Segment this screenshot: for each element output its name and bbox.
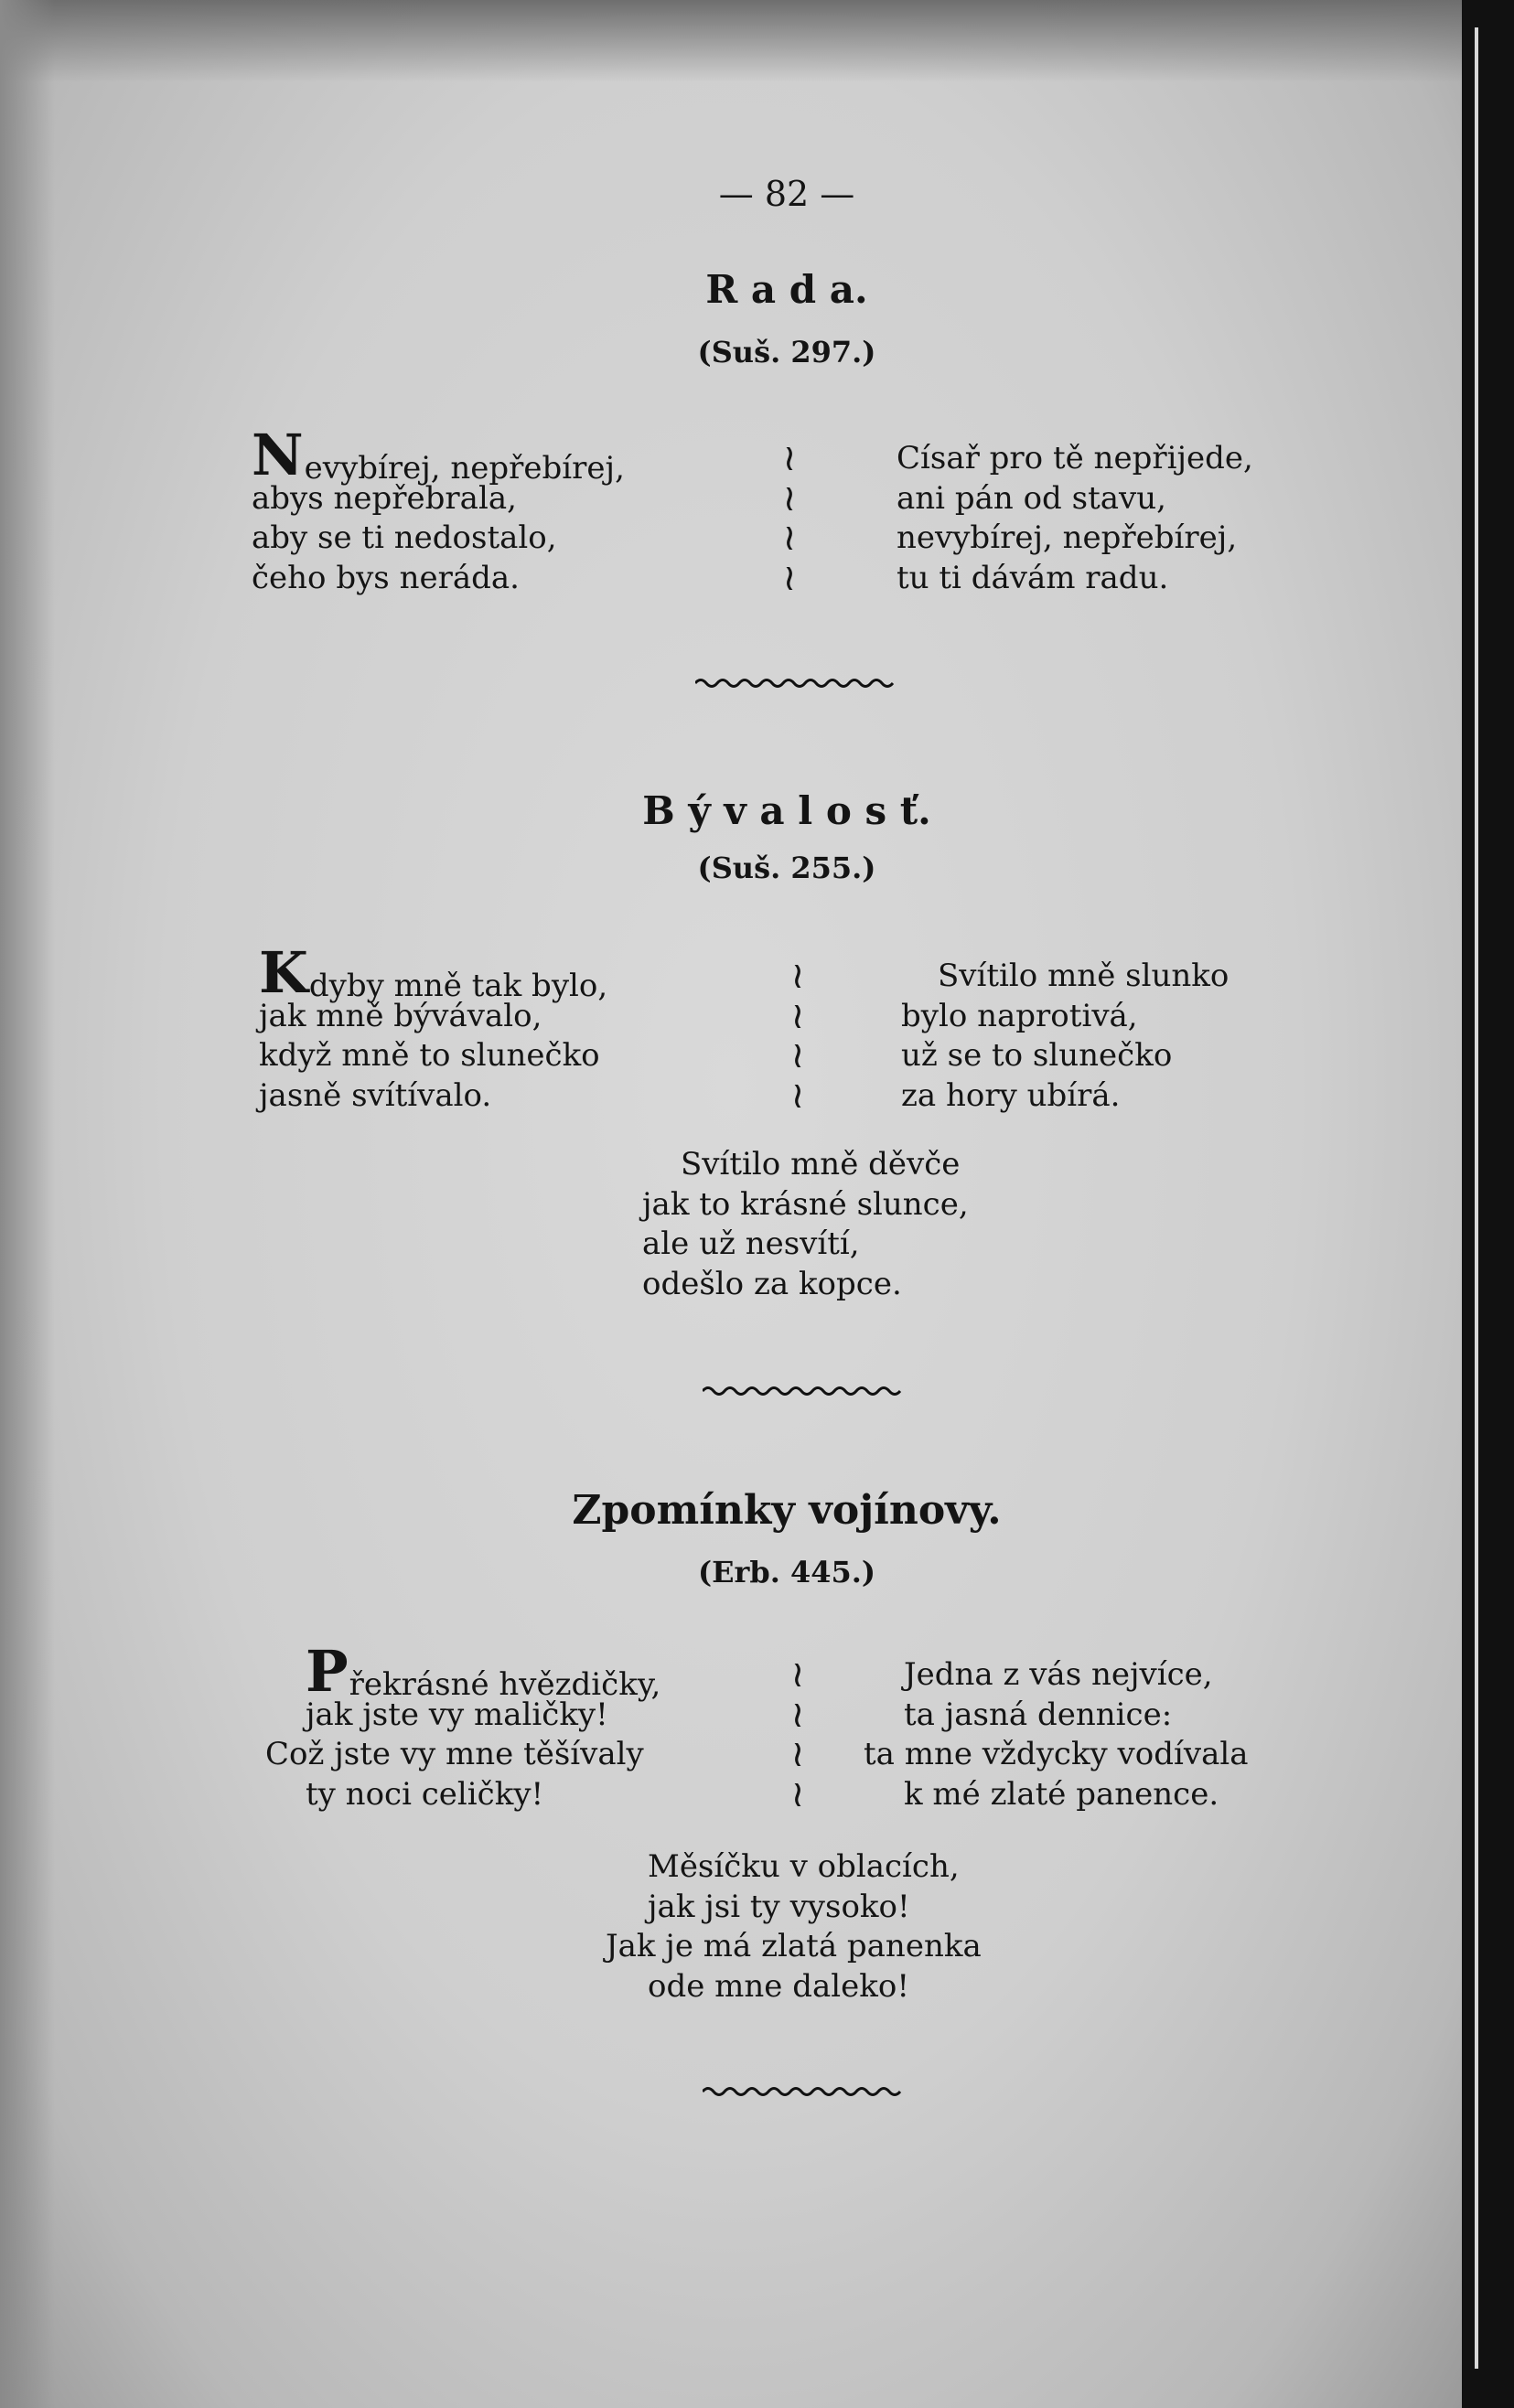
stanza-byvalost-left [259, 939, 608, 1116]
stanza-byvalost-center [642, 1145, 969, 1304]
stanza-line [259, 939, 608, 1006]
stanza-divider-wavy: ≀ ≀ ≀ ≀ [790, 1653, 805, 1815]
stanza-divider-wavy: ≀ ≀ ≀ ≀ [782, 437, 797, 599]
stanza-line: Jak je má zlatá panenka [606, 1928, 982, 1964]
stanza-zpominky-right [864, 1655, 1249, 1814]
stanza-line: jasně svítívalo. [259, 1076, 492, 1114]
stanza-line: čeho bys neráda. [252, 559, 520, 596]
adjacent-page-edge [1475, 27, 1478, 2369]
stanza-line: ani pán od stavu, [897, 479, 1166, 517]
stanza-line: abys nepřebrala, [252, 479, 517, 517]
stanza-line: ale už nesvítí, [642, 1225, 860, 1262]
stanza-line: k mé zlaté panence. [904, 1775, 1219, 1813]
stanza-line: když mně to slunečko [259, 1037, 600, 1074]
stanza-line: tu ti dávám radu. [897, 559, 1169, 596]
stanza-byvalost-right [901, 957, 1229, 1116]
stanza-line: jak to krásné slunce, [642, 1185, 969, 1223]
stanza-line: Svítilo mně slunko [938, 958, 1229, 994]
stanza-line: ty noci celičky! [306, 1775, 544, 1813]
stanza-line: jak mně bývávalo, [259, 997, 542, 1034]
stanza-line: Jedna z vás nejvíce, [904, 1656, 1213, 1693]
stanza-zpominky-center [606, 1847, 982, 2007]
stanza-line [265, 1638, 661, 1705]
page-number: — 82 — [718, 174, 855, 214]
drop-cap: N [252, 422, 304, 488]
poem-source-byvalost: (Suš. 255.) [697, 851, 876, 885]
stanza-line: bylo naprotivá, [901, 997, 1138, 1034]
poem-title-rada: R a d a. [705, 267, 868, 312]
stanza-divider-wavy: ≀ ≀ ≀ ≀ [790, 955, 805, 1117]
stanza-line: ta mne vždycky vodívala [864, 1736, 1249, 1772]
stanza-line: Svítilo mně děvče [681, 1146, 961, 1183]
stanza-line: aby se ti nedostalo, [252, 519, 557, 556]
stanza-line [252, 422, 625, 488]
stanza-line: Měsíčku v oblacích, [648, 1848, 960, 1885]
line-text: dyby mně tak bylo, [308, 968, 608, 1004]
stanza-line: Císař pro tě nepřijede, [897, 440, 1253, 476]
stanza-zpominky-left [265, 1638, 661, 1814]
section-divider-ornament [703, 2085, 904, 2098]
poem-title-byvalost: B ý v a l o s ť. [642, 788, 931, 833]
stanza-line: ta jasná dennice: [904, 1696, 1173, 1733]
poem-source-rada: (Suš. 297.) [697, 335, 876, 369]
stanza-rada-right [897, 439, 1253, 598]
section-divider-ornament [703, 1385, 904, 1397]
line-text: evybírej, nepřebírej, [304, 450, 625, 487]
page-edge-shadow [1462, 0, 1514, 2408]
stanza-line: ode mne daleko! [648, 1967, 909, 2005]
section-divider-ornament [695, 677, 897, 690]
stanza-line: Což jste vy mne těšívaly [265, 1736, 644, 1772]
stanza-line: jak jsi ty vysoko! [648, 1888, 910, 1925]
poem-source-zpominky: (Erb. 445.) [697, 1555, 876, 1589]
drop-cap: P [306, 1638, 349, 1705]
stanza-line: jak jste vy maličky! [306, 1696, 608, 1733]
stanza-rada-left [252, 422, 625, 598]
stanza-line: nevybírej, nepřebírej, [897, 519, 1238, 556]
drop-cap: K [259, 939, 308, 1006]
stanza-line: za hory ubírá. [901, 1076, 1121, 1114]
stanza-line: odešlo za kopce. [642, 1265, 902, 1302]
line-text: řekrásné hvězdičky, [349, 1666, 661, 1703]
poem-title-zpominky: Zpomínky vojínovy. [572, 1487, 1002, 1534]
stanza-line: už se to slunečko [901, 1037, 1173, 1074]
